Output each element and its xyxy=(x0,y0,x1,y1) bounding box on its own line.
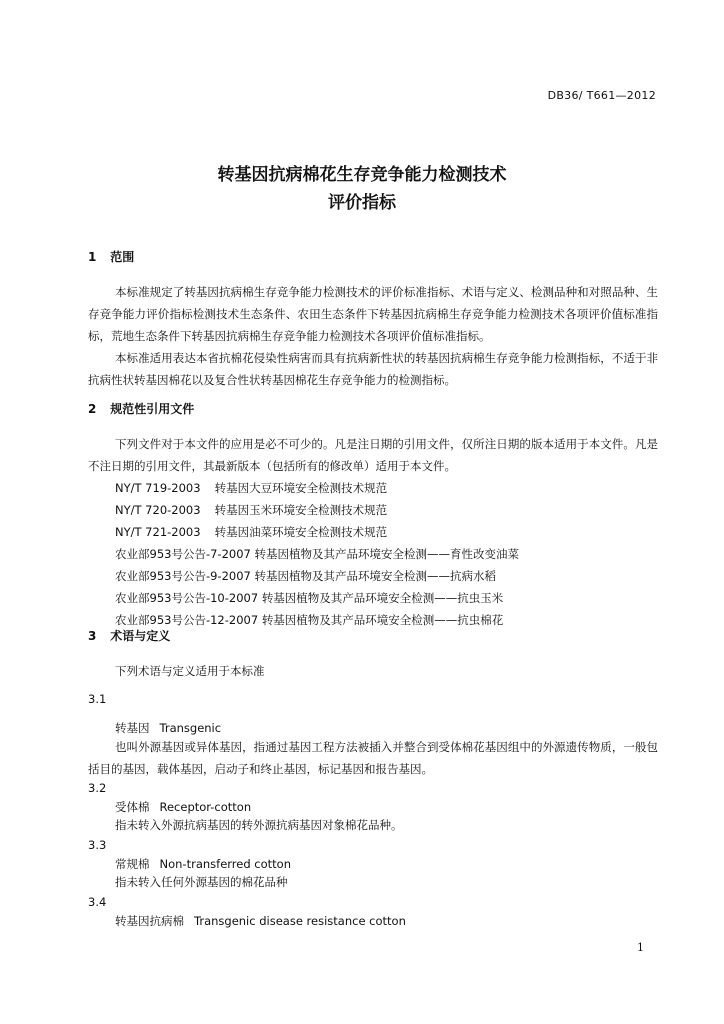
reference-title: 转基因植物及其产品环境安全检测——育性改变油菜 xyxy=(254,547,519,561)
reference-code: 农业部953号公告-12-2007 xyxy=(115,613,259,627)
section-number: 2 xyxy=(88,402,97,416)
standard-code: DB36/ T661—2012 xyxy=(547,89,656,102)
term-chinese: 转基因抗病棉 xyxy=(115,914,184,928)
section-title: 范围 xyxy=(110,250,135,264)
term-number: 3.3 xyxy=(88,838,107,852)
term-chinese: 受体棉 xyxy=(115,800,150,814)
reference-code: 农业部953号公告-9-2007 xyxy=(115,569,251,583)
paragraph: 也叫外源基因或异体基因，指通过基因工程方法被插入并整合到受体棉花基因组中的外源遗传物质，一般包括目的基因，载体基因，启动子和终止基因，标记基因和报告基因。 xyxy=(88,740,658,776)
reference-code: NY/T 719-2003 xyxy=(115,481,201,495)
reference-code: NY/T 721-2003 xyxy=(115,525,201,539)
term-number: 3.1 xyxy=(88,692,107,706)
reference-item xyxy=(88,477,658,499)
term-entry xyxy=(115,856,291,872)
term-definition xyxy=(115,814,685,836)
section-2-heading xyxy=(88,400,194,417)
reference-code: 农业部953号公告-7-2007 xyxy=(115,547,251,561)
term-english: Transgenic disease resistance cotton xyxy=(194,914,406,928)
reference-title: 转基因植物及其产品环境安全检测——抗病水稻 xyxy=(254,569,496,583)
paragraph: 下列文件对于本文件的应用是必不可少的。凡是注日期的引用文件，仅所注日期的版本适用于本文件。凡是不注日期的引用文件，其最新版本（包括所有的修改单）适用于本文件。 xyxy=(88,437,658,473)
document-subtitle: 评价指标 xyxy=(328,193,396,213)
reference-code: 农业部953号公告-10-2007 xyxy=(115,591,259,605)
section-title: 规范性引用文件 xyxy=(110,402,195,416)
term-entry xyxy=(115,720,221,736)
term-number: 3.2 xyxy=(88,781,107,795)
reference-title: 转基因油菜环境安全检测技术规范 xyxy=(214,525,388,539)
paragraph: 指未转入外源抗病基因的转外源抗病基因对象棉花品种。 xyxy=(115,818,403,832)
term-number: 3.4 xyxy=(88,895,107,909)
section-1-body xyxy=(88,281,658,391)
term-english: Receptor-cotton xyxy=(159,800,252,814)
reference-item xyxy=(88,499,658,521)
reference-title: 转基因植物及其产品环境安全检测——抗虫玉米 xyxy=(261,591,504,605)
term-english: Transgenic xyxy=(159,721,222,735)
section-number: 3 xyxy=(88,629,97,643)
term-chinese: 常规棉 xyxy=(115,857,150,871)
page-number: 1 xyxy=(637,941,644,954)
reference-title: 转基因植物及其产品环境安全检测——抗虫棉花 xyxy=(261,613,504,627)
term-definition xyxy=(88,736,658,780)
section-number: 1 xyxy=(88,250,97,264)
section-3-heading xyxy=(88,627,170,644)
section-2-body xyxy=(88,433,658,631)
term-entry xyxy=(115,913,406,929)
term-chinese: 转基因 xyxy=(115,721,150,735)
reference-item xyxy=(88,587,658,609)
term-entry xyxy=(115,799,251,815)
reference-item xyxy=(88,543,658,565)
term-definition xyxy=(115,871,685,893)
paragraph: 本标准规定了转基因抗病棉生存竞争能力检测技术的评价标准指标、术语与定义、检测品种和对照品种、生存竞争能力评价指标检测技术生态条件、农田生态条件下转基因抗病棉生存竞争能力检测技术各项评价值标准指标，荒地生态条件下转基因抗病棉生存竞争能力检测技术各项评价值标准指标。 xyxy=(88,285,658,343)
section-1-heading xyxy=(88,248,134,265)
reference-item xyxy=(88,609,658,631)
paragraph: 下列术语与定义适用于本标准 xyxy=(115,664,265,678)
paragraph: 本标准适用表达本省抗棉花侵染性病害而具有抗病新性状的转基因抗病棉生存竞争能力检测指标，不适于非抗病性状转基因棉花以及复合性状转基因棉花生存竞争能力的检测指标。 xyxy=(88,351,658,387)
document-title: 转基因抗病棉花生存竞争能力检测技术 xyxy=(217,165,507,185)
reference-title: 转基因玉米环境安全检测技术规范 xyxy=(214,503,388,517)
section-3-intro xyxy=(88,660,658,682)
paragraph: 指未转入任何外源基因的棉花品种 xyxy=(115,875,288,889)
reference-title: 转基因大豆环境安全检测技术规范 xyxy=(214,481,388,495)
reference-item xyxy=(88,565,658,587)
reference-code: NY/T 720-2003 xyxy=(115,503,201,517)
reference-item xyxy=(88,521,658,543)
section-title: 术语与定义 xyxy=(110,629,171,643)
term-english: Non-transferred cotton xyxy=(159,857,291,871)
